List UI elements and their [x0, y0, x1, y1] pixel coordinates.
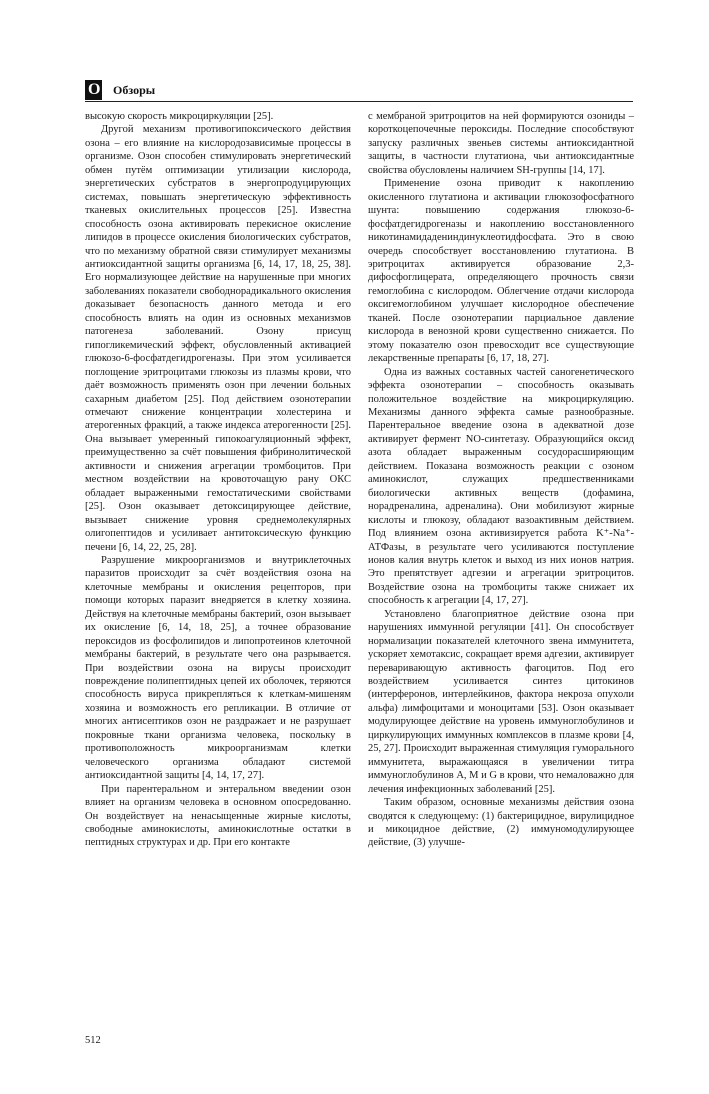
- header-rule: [85, 101, 633, 102]
- paragraph: Таким образом, основные механизмы действия озона сводятся к следующему: (1) бактерицидное, вирулицидное и микоцидное действие, (2) иммуномодулирующее действие, (3) улучше-: [368, 797, 634, 849]
- page-header: [85, 80, 633, 102]
- paragraph: При парентеральном и энтеральном введении озон влияет на организм человека в основном опосредованно. Он воздействует на ненасыщенные жирные кислоты, свободные аминокислоты, аминокислотные остатки в пептидных структурах и др. При его контакте: [85, 783, 351, 849]
- left-column: [85, 110, 351, 850]
- paragraph: Одна из важных составных частей саногенетического эффекта озонотерапии – способность оказывать положительное воздействие на микроциркуляцию. Механизмы данного эффекта самые разнообразные. Парентеральное введение озона в адекватной дозе активирует фермент NO-синтетазу. Образующийся оксид азота обладает выраженным сосудорасширяющим действием. Показана возможность реакции с озоном аминокислот, служащих предшественниками биологически активных веществ (дофамина, норадреналина, адреналина). Они мобилизуют жирные кислоты и глюкозу, обладают вазоактивным действием. Под влиянием озона активизируется работа K⁺-Na⁺-АТФазы, в результате чего усиливаются поступление ионов калия внутрь клеток и выход из них ионов натрия. Это препятствует адгезии и агрегации эритроцитов. Воздействие озона на тромбоциты также снижает их способность к агрегации [4, 17, 27].: [368, 366, 634, 607]
- paragraph: с мембраной эритроцитов на ней формируются озониды – короткоцепочечные пероксиды. Последние способствуют запуску различных звеньев системы антиоксидантной защиты, в частности глутатиона, чьи антиоксидантные свойства обусловлены наличием SH-группы [14, 17].: [368, 111, 634, 176]
- journal-logo: [85, 80, 102, 100]
- page-number: 512: [85, 1035, 101, 1046]
- paragraph: Разрушение микроорганизмов и внутриклеточных паразитов происходит за счёт воздействия озона на клеточные мембраны и окисления рецепторов, при помощи которых паразит внедряется в клетку хозяина. Действуя на клеточные мембраны бактерий, озон вызывает их окисление [6, 14, 18, 25], а точнее образование пероксидов из фосфолипидов и липопротеинов клеточной мембраны бактерий, в результате чего она разрывается. При воздействии озона на вирусы происходит повреждение полипептидных цепей их оболочек, теряются способность вируса прикрепляться к клеткам-мишеням хозяина и возможность его репликации. В отличие от многих антисептиков озон не раздражает и не разрушает покровные ткани организма человека, поскольку в противоположность микроорганизмам клетки человеческого организма обладают системой антиоксидантной защиты [4, 14, 17, 27].: [85, 554, 351, 782]
- right-column: [368, 110, 634, 850]
- paragraph: Другой механизм противогипоксического действия озона – его влияние на кислородозависимые процессы в организме. Озон способен стимулировать энергетический обмен путём оптимизации утилизации кислорода, энергетических субстратов в энергопродуцирующих системах, повышать энергетическую эффективность тканевых окислительных процессов [25]. Известна способность озона активировать перекисное окисление липидов в процессе окисления биологических субстратов, что по механизму обратной связи стимулирует механизмы антиоксидантной защиты организма [6, 14, 17, 18, 25, 38]. Его нормализующее действие на нарушенные при многих заболеваниях показатели свободнорадикального окисления доказывает безопасность данного метода и его способность влиять на один из основных механизмов патогенеза заболеваний. Озону присущ гипогликемический эффект, обусловленный активацией глюкозо-6-фосфатдегидрогеназы. При этом усиливается поглощение эритроцитами глюкозы из плазмы крови, что даёт возможность применять озон при лечении больных сахарным диабетом [25]. Под действием озонотерапии отмечают снижение концентрации холестерина и атерогенных фракций, а также индекса атерогенности [25]. Она вызывает умеренный гипокоагуляционный эффект, преимущественно за счёт повышения фибринолитической активности и снижения агрегации тромбоцитов. При местном воздействии на кровоточащую рану ОКС обладает выраженными гемостатическими свойствами [25]. Озон оказывает детоксицирующее действие, вызывает снижение уровня среднемолекулярных олигопептидов и усиливает антитоксическую функцию печени [6, 14, 22, 25, 28].: [85, 124, 351, 553]
- paragraph: Применение озона приводит к накоплению окисленного глутатиона и активации глюкозофосфатного шунта: повышению содержания глюкозо-6-фосфатдегидрогеназы и накоплению восстановленного никотинамидадениндинуклеотидфосфата. Это в свою очередь способствует восстановлению глутатиона. В эритроцитах активируется образование 2,3-дифосфоглицерата, определяющего прочность связи гемоглобина с кислородом. Облегчение отдачи кислорода оксигемоглобином улучшает кислородное обеспечение тканей. После озонотерапии парциальное давление кислорода в венозной крови существенно снижается. По этому показателю озон превосходит все существующие лекарственные препараты [6, 17, 18, 27].: [368, 178, 634, 365]
- paragraph: Установлено благоприятное действие озона при нарушениях иммунной регуляции [41]. Он способствует нормализации показателей клеточного звена иммунитета, ускоряет хемотаксис, сокращает время адгезии, активирует переваривающую активность фагоцитов. Под его воздействием усиливается синтез цитокинов (интерферонов, интерлейкинов, фактора некроза опухоли альфа) лимфоцитами и моноцитами [53]. Озон оказывает модулирующее действие на уровень иммуноглобулинов и циркулирующих иммунных комплексов в плазме крови [4, 25, 27]. Происходит выраженная стимуляция гуморального иммунитета, выражающаяся в увеличении титра иммуноглобулинов A, M и G в крови, что немаловажно для лечения инфекционных заболеваний [25].: [368, 608, 634, 795]
- paragraph: высокую скорость микроциркуляции [25].: [85, 111, 274, 122]
- logo-letter: О: [88, 81, 101, 98]
- section-title: Обзоры: [113, 83, 156, 97]
